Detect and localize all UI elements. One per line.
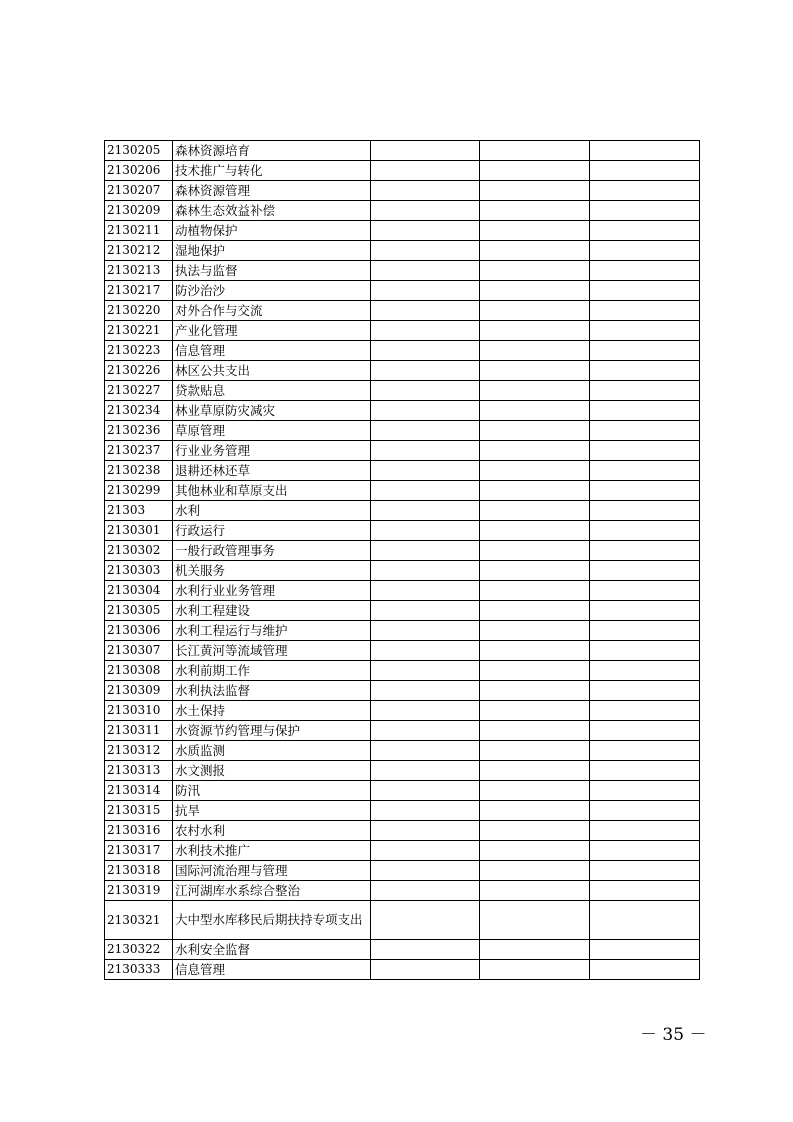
table-row xyxy=(105,461,700,481)
subject-name-cell: 防汛 xyxy=(173,781,371,801)
subject-name-cell: 大中型水库移民后期扶持专项支出 xyxy=(173,901,371,940)
subject-code-cell: 2130317 xyxy=(105,841,173,861)
subject-name-cell: 执法与监督 xyxy=(173,261,371,281)
amount-cell xyxy=(371,621,480,641)
subject-code-cell: 2130316 xyxy=(105,821,173,841)
amount-cell xyxy=(480,281,590,301)
amount-cell xyxy=(371,841,480,861)
amount-cell xyxy=(480,561,590,581)
subject-name-cell: 对外合作与交流 xyxy=(173,301,371,321)
subject-code-cell: 2130312 xyxy=(105,741,173,761)
subject-code-cell: 2130209 xyxy=(105,201,173,221)
amount-cell xyxy=(371,381,480,401)
amount-cell xyxy=(590,441,700,461)
subject-code-cell: 2130221 xyxy=(105,321,173,341)
amount-cell xyxy=(590,621,700,641)
subject-code-cell: 2130311 xyxy=(105,721,173,741)
amount-cell xyxy=(371,181,480,201)
amount-cell xyxy=(590,861,700,881)
subject-name-cell: 水利 xyxy=(173,501,371,521)
amount-cell xyxy=(371,541,480,561)
subject-name-cell: 抗旱 xyxy=(173,801,371,821)
subject-name-cell: 水利工程运行与维护 xyxy=(173,621,371,641)
subject-name-cell: 森林资源培育 xyxy=(173,141,371,161)
amount-cell xyxy=(371,581,480,601)
amount-cell xyxy=(480,321,590,341)
amount-cell xyxy=(590,141,700,161)
amount-cell xyxy=(480,481,590,501)
amount-cell xyxy=(480,201,590,221)
subject-name-cell: 动植物保护 xyxy=(173,221,371,241)
amount-cell xyxy=(371,741,480,761)
amount-cell xyxy=(590,701,700,721)
subject-code-cell: 21303 xyxy=(105,501,173,521)
amount-cell xyxy=(480,821,590,841)
table-row xyxy=(105,361,700,381)
table-row xyxy=(105,861,700,881)
amount-cell xyxy=(480,940,590,960)
amount-cell xyxy=(371,221,480,241)
amount-cell xyxy=(480,141,590,161)
table-row xyxy=(105,681,700,701)
subject-code-cell: 2130303 xyxy=(105,561,173,581)
amount-cell xyxy=(590,721,700,741)
subject-name-cell: 水文测报 xyxy=(173,761,371,781)
table-row xyxy=(105,421,700,441)
subject-name-cell: 技术推广与转化 xyxy=(173,161,371,181)
amount-cell xyxy=(590,461,700,481)
amount-cell xyxy=(590,361,700,381)
subject-name-cell: 水利工程建设 xyxy=(173,601,371,621)
amount-cell xyxy=(371,940,480,960)
subject-code-cell: 2130314 xyxy=(105,781,173,801)
amount-cell xyxy=(590,161,700,181)
amount-cell xyxy=(480,401,590,421)
amount-cell xyxy=(480,841,590,861)
subject-code-cell: 2130226 xyxy=(105,361,173,381)
amount-cell xyxy=(371,281,480,301)
subject-code-cell: 2130309 xyxy=(105,681,173,701)
amount-cell xyxy=(480,901,590,940)
amount-cell xyxy=(590,960,700,980)
amount-cell xyxy=(590,661,700,681)
amount-cell xyxy=(480,581,590,601)
page-number: － 35 － xyxy=(640,1025,707,1045)
amount-cell xyxy=(590,841,700,861)
amount-cell xyxy=(371,821,480,841)
budget-table-container xyxy=(104,140,699,980)
amount-cell xyxy=(371,681,480,701)
subject-name-cell: 水质监测 xyxy=(173,741,371,761)
amount-cell xyxy=(371,661,480,681)
table-row xyxy=(105,181,700,201)
table-row xyxy=(105,321,700,341)
subject-code-cell: 2130313 xyxy=(105,761,173,781)
subject-name-cell: 防沙治沙 xyxy=(173,281,371,301)
subject-code-cell: 2130319 xyxy=(105,881,173,901)
subject-code-cell: 2130227 xyxy=(105,381,173,401)
amount-cell xyxy=(590,901,700,940)
subject-name-cell: 信息管理 xyxy=(173,960,371,980)
subject-code-cell: 2130318 xyxy=(105,861,173,881)
table-row xyxy=(105,481,700,501)
amount-cell xyxy=(371,301,480,321)
amount-cell xyxy=(371,141,480,161)
amount-cell xyxy=(590,321,700,341)
table-row xyxy=(105,201,700,221)
amount-cell xyxy=(480,881,590,901)
subject-code-cell: 2130211 xyxy=(105,221,173,241)
subject-code-cell: 2130302 xyxy=(105,541,173,561)
subject-name-cell: 行业业务管理 xyxy=(173,441,371,461)
subject-name-cell: 水利安全监督 xyxy=(173,940,371,960)
amount-cell xyxy=(590,821,700,841)
amount-cell xyxy=(590,521,700,541)
amount-cell xyxy=(371,960,480,980)
amount-cell xyxy=(480,601,590,621)
table-row xyxy=(105,841,700,861)
amount-cell xyxy=(371,881,480,901)
amount-cell xyxy=(480,861,590,881)
table-row xyxy=(105,501,700,521)
subject-code-cell: 2130238 xyxy=(105,461,173,481)
table-row xyxy=(105,741,700,761)
amount-cell xyxy=(590,601,700,621)
subject-name-cell: 森林生态效益补偿 xyxy=(173,201,371,221)
table-row xyxy=(105,441,700,461)
amount-cell xyxy=(371,241,480,261)
subject-code-cell: 2130310 xyxy=(105,701,173,721)
amount-cell xyxy=(371,441,480,461)
table-row xyxy=(105,301,700,321)
amount-cell xyxy=(590,401,700,421)
amount-cell xyxy=(590,501,700,521)
amount-cell xyxy=(480,161,590,181)
amount-cell xyxy=(590,281,700,301)
subject-code-cell: 2130307 xyxy=(105,641,173,661)
table-row xyxy=(105,621,700,641)
amount-cell xyxy=(480,241,590,261)
subject-code-cell: 2130301 xyxy=(105,521,173,541)
amount-cell xyxy=(480,361,590,381)
amount-cell xyxy=(371,701,480,721)
amount-cell xyxy=(480,621,590,641)
amount-cell xyxy=(590,741,700,761)
subject-name-cell: 水利行业业务管理 xyxy=(173,581,371,601)
table-row xyxy=(105,381,700,401)
table-row xyxy=(105,661,700,681)
table-row xyxy=(105,821,700,841)
subject-code-cell: 2130234 xyxy=(105,401,173,421)
amount-cell xyxy=(480,761,590,781)
budget-classification-table xyxy=(104,140,700,980)
amount-cell xyxy=(480,441,590,461)
amount-cell xyxy=(590,301,700,321)
amount-cell xyxy=(480,381,590,401)
amount-cell xyxy=(590,561,700,581)
amount-cell xyxy=(480,261,590,281)
amount-cell xyxy=(480,221,590,241)
subject-name-cell: 林区公共支出 xyxy=(173,361,371,381)
amount-cell xyxy=(480,721,590,741)
amount-cell xyxy=(371,641,480,661)
subject-code-cell: 2130237 xyxy=(105,441,173,461)
amount-cell xyxy=(480,421,590,441)
amount-cell xyxy=(480,181,590,201)
subject-name-cell: 产业化管理 xyxy=(173,321,371,341)
amount-cell xyxy=(480,641,590,661)
table-row xyxy=(105,781,700,801)
subject-code-cell: 2130223 xyxy=(105,341,173,361)
subject-name-cell: 水利技术推广 xyxy=(173,841,371,861)
subject-name-cell: 退耕还林还草 xyxy=(173,461,371,481)
amount-cell xyxy=(590,801,700,821)
subject-name-cell: 森林资源管理 xyxy=(173,181,371,201)
subject-code-cell: 2130213 xyxy=(105,261,173,281)
subject-name-cell: 水土保持 xyxy=(173,701,371,721)
subject-name-cell: 林业草原防灾减灾 xyxy=(173,401,371,421)
table-row xyxy=(105,141,700,161)
amount-cell xyxy=(590,421,700,441)
amount-cell xyxy=(480,681,590,701)
table-row xyxy=(105,281,700,301)
amount-cell xyxy=(371,401,480,421)
amount-cell xyxy=(590,201,700,221)
amount-cell xyxy=(371,261,480,281)
amount-cell xyxy=(590,481,700,501)
subject-name-cell: 贷款贴息 xyxy=(173,381,371,401)
subject-name-cell: 江河湖库水系综合整治 xyxy=(173,881,371,901)
amount-cell xyxy=(371,341,480,361)
table-row xyxy=(105,221,700,241)
table-row xyxy=(105,581,700,601)
subject-code-cell: 2130315 xyxy=(105,801,173,821)
amount-cell xyxy=(480,301,590,321)
amount-cell xyxy=(371,861,480,881)
subject-name-cell: 机关服务 xyxy=(173,561,371,581)
amount-cell xyxy=(371,781,480,801)
subject-name-cell: 国际河流治理与管理 xyxy=(173,861,371,881)
amount-cell xyxy=(590,781,700,801)
table-row xyxy=(105,401,700,421)
amount-cell xyxy=(590,261,700,281)
subject-name-cell: 其他林业和草原支出 xyxy=(173,481,371,501)
amount-cell xyxy=(371,721,480,741)
amount-cell xyxy=(590,940,700,960)
subject-code-cell: 2130207 xyxy=(105,181,173,201)
amount-cell xyxy=(590,241,700,261)
amount-cell xyxy=(371,201,480,221)
amount-cell xyxy=(590,641,700,661)
subject-code-cell: 2130206 xyxy=(105,161,173,181)
amount-cell xyxy=(480,521,590,541)
amount-cell xyxy=(371,481,480,501)
amount-cell xyxy=(371,801,480,821)
subject-name-cell: 一般行政管理事务 xyxy=(173,541,371,561)
table-row xyxy=(105,241,700,261)
amount-cell xyxy=(590,581,700,601)
amount-cell xyxy=(371,561,480,581)
table-row xyxy=(105,161,700,181)
amount-cell xyxy=(590,681,700,701)
table-row xyxy=(105,641,700,661)
amount-cell xyxy=(480,461,590,481)
amount-cell xyxy=(480,781,590,801)
table-row xyxy=(105,761,700,781)
amount-cell xyxy=(590,541,700,561)
subject-code-cell: 2130217 xyxy=(105,281,173,301)
table-row xyxy=(105,901,700,940)
amount-cell xyxy=(480,701,590,721)
amount-cell xyxy=(371,761,480,781)
table-row xyxy=(105,940,700,960)
amount-cell xyxy=(590,221,700,241)
table-row xyxy=(105,960,700,980)
subject-name-cell: 水资源节约管理与保护 xyxy=(173,721,371,741)
subject-code-cell: 2130299 xyxy=(105,481,173,501)
subject-code-cell: 2130322 xyxy=(105,940,173,960)
table-row xyxy=(105,881,700,901)
amount-cell xyxy=(480,341,590,361)
amount-cell xyxy=(480,801,590,821)
subject-code-cell: 2130304 xyxy=(105,581,173,601)
table-row xyxy=(105,801,700,821)
table-row xyxy=(105,521,700,541)
subject-name-cell: 信息管理 xyxy=(173,341,371,361)
table-row xyxy=(105,541,700,561)
amount-cell xyxy=(590,381,700,401)
amount-cell xyxy=(371,421,480,441)
subject-name-cell: 长江黄河等流域管理 xyxy=(173,641,371,661)
subject-code-cell: 2130308 xyxy=(105,661,173,681)
amount-cell xyxy=(480,541,590,561)
amount-cell xyxy=(480,741,590,761)
amount-cell xyxy=(480,960,590,980)
amount-cell xyxy=(371,901,480,940)
subject-code-cell: 2130205 xyxy=(105,141,173,161)
subject-name-cell: 水利执法监督 xyxy=(173,681,371,701)
amount-cell xyxy=(371,601,480,621)
table-row xyxy=(105,341,700,361)
amount-cell xyxy=(371,361,480,381)
subject-code-cell: 2130321 xyxy=(105,901,173,940)
subject-name-cell: 水利前期工作 xyxy=(173,661,371,681)
amount-cell xyxy=(590,181,700,201)
table-row xyxy=(105,701,700,721)
amount-cell xyxy=(371,161,480,181)
amount-cell xyxy=(371,461,480,481)
subject-code-cell: 2130236 xyxy=(105,421,173,441)
amount-cell xyxy=(590,341,700,361)
table-row xyxy=(105,561,700,581)
subject-code-cell: 2130212 xyxy=(105,241,173,261)
subject-code-cell: 2130305 xyxy=(105,601,173,621)
amount-cell xyxy=(590,881,700,901)
amount-cell xyxy=(480,661,590,681)
amount-cell xyxy=(371,501,480,521)
subject-code-cell: 2130333 xyxy=(105,960,173,980)
amount-cell xyxy=(371,321,480,341)
amount-cell xyxy=(371,521,480,541)
amount-cell xyxy=(480,501,590,521)
subject-name-cell: 行政运行 xyxy=(173,521,371,541)
subject-code-cell: 2130306 xyxy=(105,621,173,641)
subject-name-cell: 农村水利 xyxy=(173,821,371,841)
subject-name-cell: 草原管理 xyxy=(173,421,371,441)
table-body xyxy=(105,141,700,980)
subject-name-cell: 湿地保护 xyxy=(173,241,371,261)
table-row xyxy=(105,721,700,741)
table-row xyxy=(105,601,700,621)
amount-cell xyxy=(590,761,700,781)
table-row xyxy=(105,261,700,281)
subject-code-cell: 2130220 xyxy=(105,301,173,321)
